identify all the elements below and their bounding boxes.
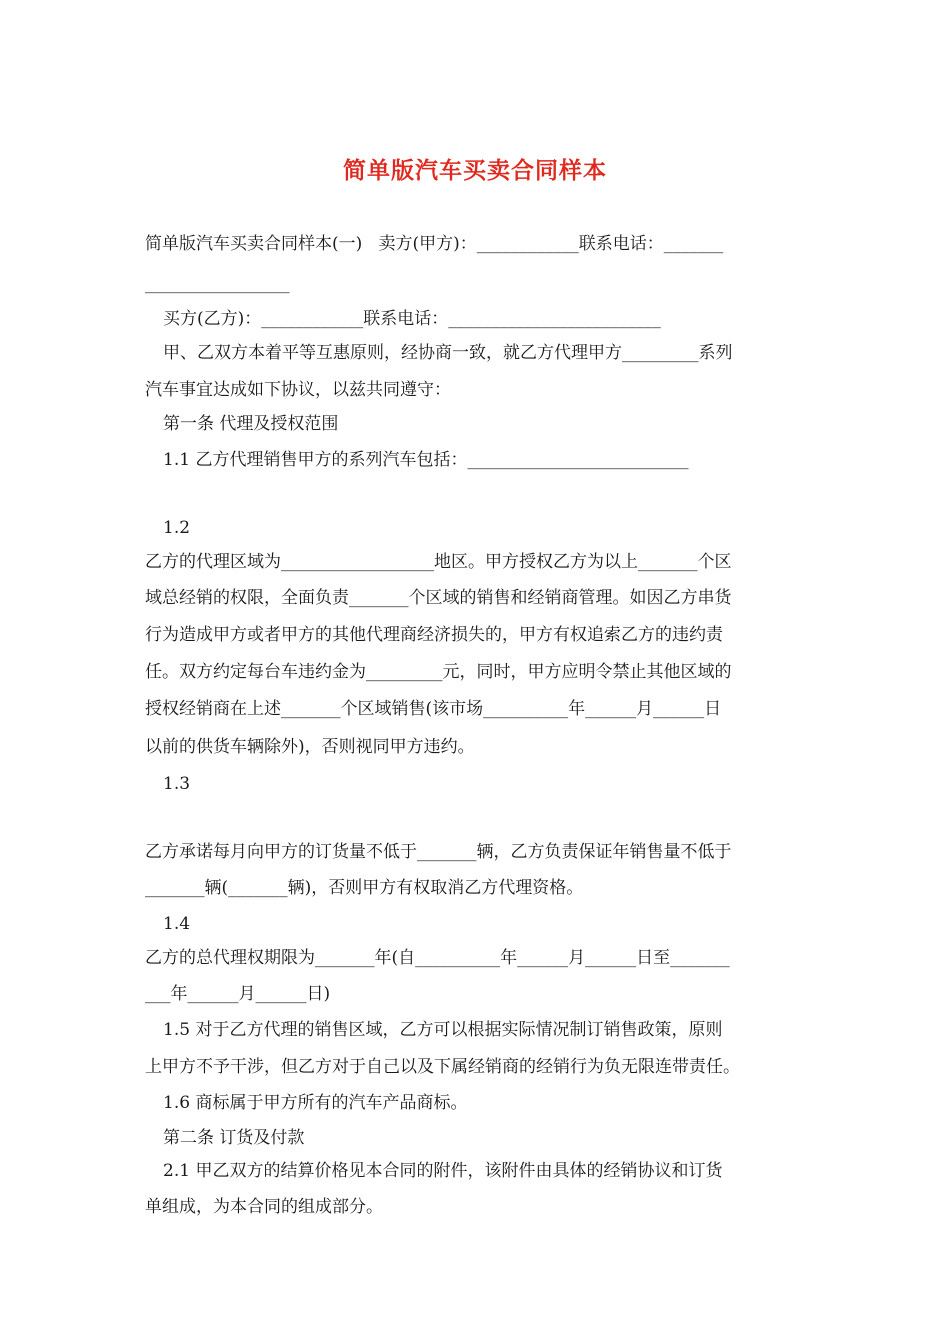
paragraph-line: 2.1 甲乙双方的结算价格见本合同的附件，该附件由具体的经销协议和订货 (163, 1161, 723, 1181)
clause-number: 1.2 (163, 518, 191, 538)
paragraph-line: 以前的供货车辆除外)，否则视同甲方违约。 (145, 737, 475, 757)
paragraph-line: 授权经销商在上述_______个区域销售(该市场__________年______月______日 (145, 699, 722, 719)
section-heading: 第一条 代理及授权范围 (163, 414, 339, 434)
paragraph-line: 汽车事宜达成如下协议，以兹共同遵守： (145, 380, 451, 400)
paragraph-line: 域总经销的权限，全面负责_______个区域的销售和经销商管理。如因乙方串货 (145, 588, 732, 608)
paragraph-line: 简单版汽车买卖合同样本(一) 卖方(甲方)：____________联系电话：_______ (145, 234, 724, 254)
paragraph-line: 单组成，为本合同的组成部分。 (145, 1197, 383, 1217)
clause-number: 1.3 (163, 774, 191, 794)
paragraph-line: 1.6 商标属于甲方所有的汽车产品商标。 (163, 1093, 468, 1113)
clause-number: 1.4 (163, 914, 191, 934)
paragraph-line: ___年______月______日) (145, 984, 331, 1004)
document-title: 简单版汽车买卖合同样本 (343, 157, 607, 184)
paragraph-line: 行为造成甲方或者甲方的其他代理商经济损失的，甲方有权追索乙方的违约责 (145, 625, 723, 645)
paragraph-line: _______辆(_______辆)，否则甲方有权取消乙方代理资格。 (145, 878, 584, 898)
paragraph-line: _________________ (145, 274, 290, 294)
paragraph-line: 甲、乙双方本着平等互惠原则，经协商一致，就乙方代理甲方_________系列 (163, 343, 733, 363)
paragraph-line: 上甲方不予干涉，但乙方对于自己以及下属经销商的经销行为负无限连带责任。 (145, 1057, 740, 1077)
paragraph-line: 乙方的总代理权期限为_______年(自__________年______月______日至_______ (145, 948, 730, 968)
paragraph-line: 1.5 对于乙方代理的销售区域，乙方可以根据实际情况制订销售政策，原则 (163, 1020, 723, 1040)
section-heading: 第二条 订货及付款 (163, 1128, 305, 1148)
paragraph-line: 买方(乙方)：____________联系电话：_________________________ (163, 309, 661, 329)
paragraph-line: 乙方承诺每月向甲方的订货量不低于_______辆，乙方负责保证年销售量不低于 (145, 842, 732, 862)
paragraph-line: 1.1 乙方代理销售甲方的系列汽车包括：__________________________ (163, 450, 689, 470)
paragraph-line: 乙方的代理区域为__________________地区。甲方授权乙方为以上_______个区 (145, 552, 732, 572)
paragraph-line: 任。双方约定每台车违约金为_________元，同时，甲方应明令禁止其他区域的 (145, 662, 732, 682)
